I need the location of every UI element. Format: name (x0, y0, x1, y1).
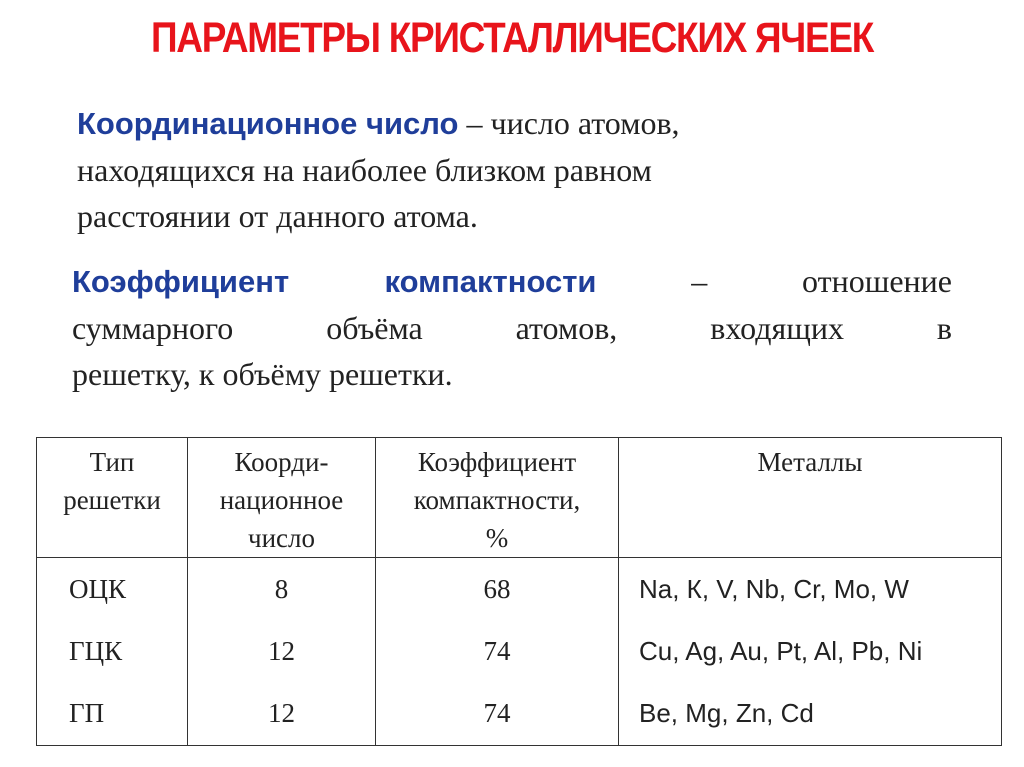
packing-factor-definition (72, 258, 952, 397)
packing-factor-cell: 74 (376, 620, 619, 682)
header-line: Коэффициент (417, 447, 577, 477)
coordination-number-term: Координационное число (77, 106, 459, 141)
definition-line: решетку, к объёму решетки. (72, 356, 453, 392)
lattice-type-cell: ГП (37, 683, 188, 746)
coordination-number-definition (77, 100, 877, 239)
table-row (37, 620, 1002, 682)
header-line: Коорди- (234, 447, 329, 477)
packing-factor-term: Коэффициент компактности (72, 264, 597, 299)
packing-factor-cell: 68 (376, 558, 619, 621)
lattice-type-cell: ОЦК (37, 558, 188, 621)
coordination-number-cell: 8 (188, 558, 376, 621)
header-line: решетки (63, 485, 161, 515)
table-row (37, 558, 1002, 621)
header-lattice-type (37, 438, 188, 558)
definition-line (72, 258, 952, 305)
metals-cell: Na, К, V, Nb, Cr, Mo, W (619, 558, 1002, 621)
definition-line: находящихся на наиболее близком равном (77, 152, 652, 188)
header-line: число (248, 523, 315, 553)
definition-text: – отношение (691, 263, 952, 299)
header-line: компактности, (413, 485, 581, 515)
table-header-row (37, 438, 1002, 558)
header-line: Тип (89, 447, 135, 477)
metals-cell: Cu, Ag, Au, Pt, Al, Pb, Ni (619, 620, 1002, 682)
definition-text: – число атомов, (458, 105, 680, 141)
packing-factor-cell: 74 (376, 683, 619, 746)
slide-title: ПАРАМЕТРЫ КРИСТАЛЛИЧЕСКИХ ЯЧЕЕК (150, 14, 874, 62)
definition-line: расстоянии от данного атома. (77, 198, 478, 234)
header-line: национное (219, 485, 344, 515)
header-line: % (485, 523, 509, 553)
coordination-number-cell: 12 (188, 683, 376, 746)
coordination-number-cell: 12 (188, 620, 376, 682)
header-line: Металлы (757, 447, 863, 477)
header-coordination-number (188, 438, 376, 558)
definition-line (77, 100, 877, 147)
definition-line: суммарного объёма атомов, входящих в (72, 310, 952, 346)
header-packing-factor (376, 438, 619, 558)
table-row (37, 683, 1002, 746)
lattice-parameters-table (36, 437, 1002, 746)
metals-cell: Be, Mg, Zn, Cd (619, 683, 1002, 746)
lattice-type-cell: ГЦК (37, 620, 188, 682)
header-metals (619, 438, 1002, 558)
